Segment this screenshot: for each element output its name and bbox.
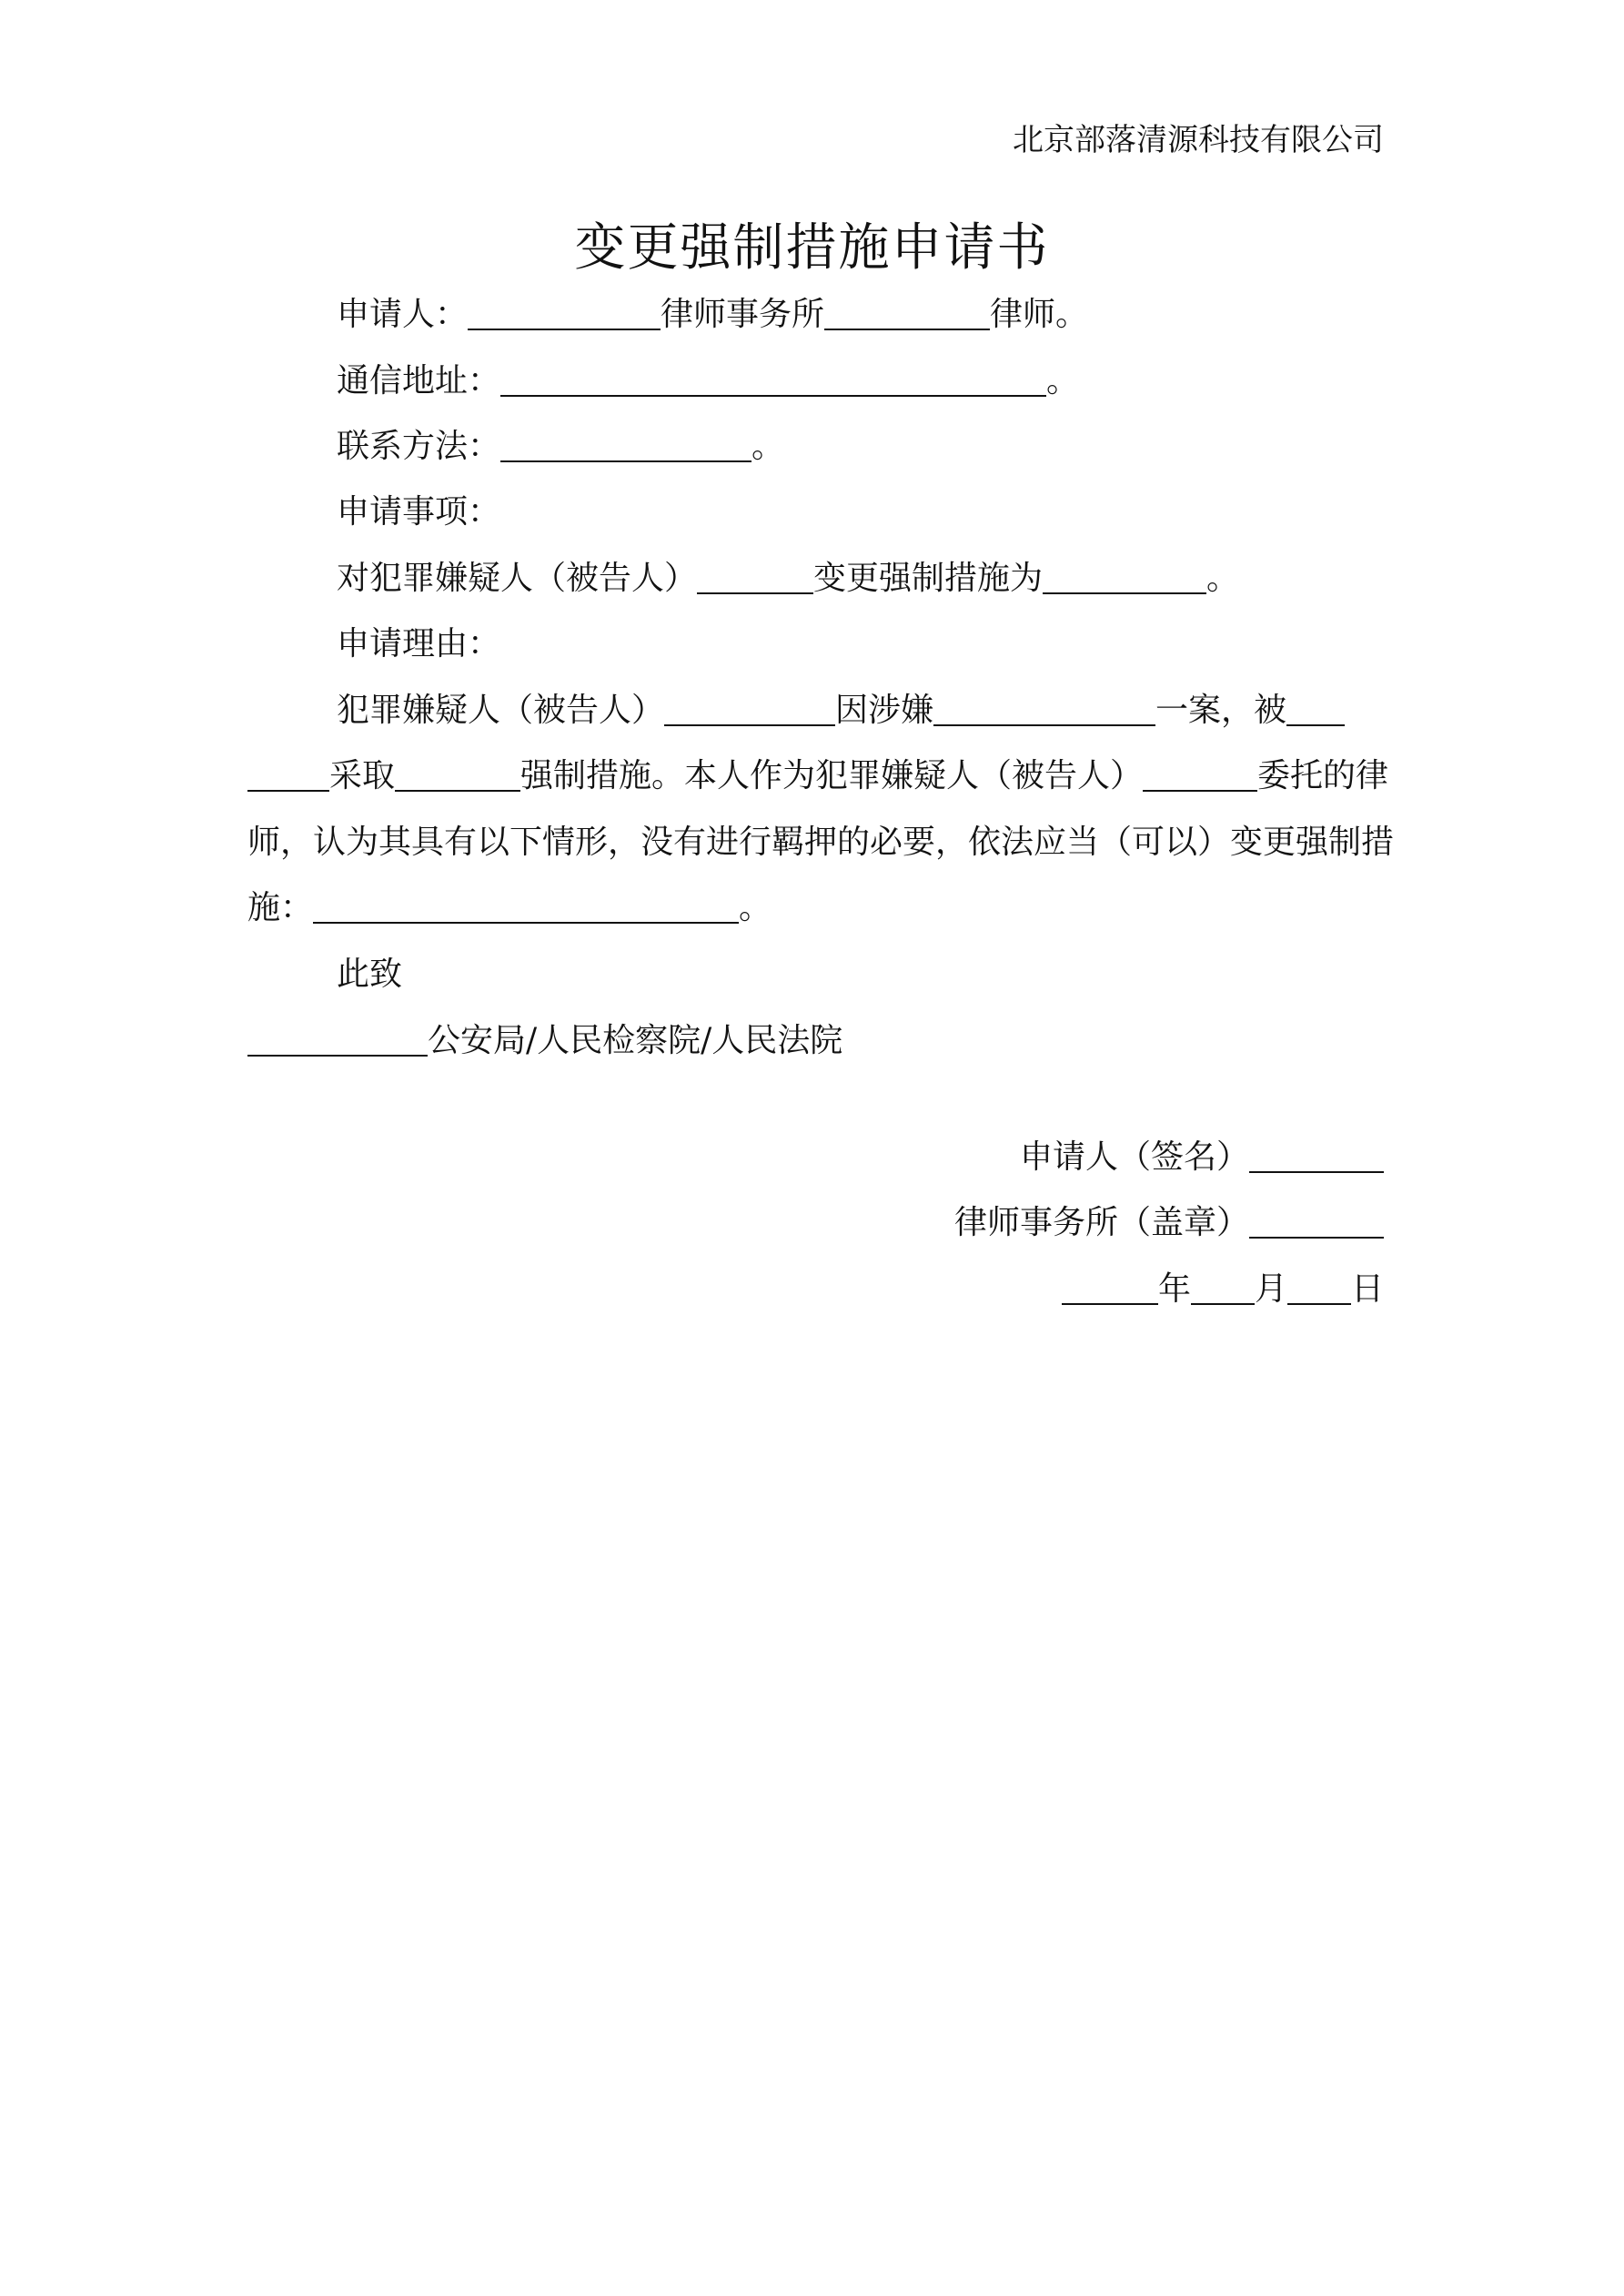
signature-applicant-line	[1020, 1136, 1384, 1179]
reason-text-1b: 因涉嫌	[835, 692, 934, 729]
authority-blank-b[interactable]	[247, 763, 329, 792]
reason-text-4a: 施：	[247, 889, 314, 926]
signature-firm-blank[interactable]	[1249, 1209, 1384, 1239]
applicant-line	[337, 293, 1088, 337]
lawyer-text: 律师。	[990, 296, 1089, 333]
month-blank[interactable]	[1191, 1276, 1255, 1305]
circumstances-blank[interactable]	[313, 895, 739, 924]
signature-applicant-label: 申请人（签名）	[1019, 1138, 1249, 1176]
company-name: 北京部落清源科技有限公司	[1013, 122, 1384, 158]
day-label: 日	[1350, 1270, 1384, 1308]
suspect-blank[interactable]	[664, 697, 835, 726]
day-blank[interactable]	[1287, 1276, 1351, 1305]
reason-line-4	[247, 886, 772, 930]
matter-prefix: 对犯罪嫌疑人（被告人）	[337, 560, 698, 597]
contact-label: 联系方法：	[337, 428, 501, 465]
matters-heading: 申请事项：	[337, 493, 501, 531]
new-measure-blank[interactable]	[1043, 565, 1206, 594]
lawyer-name-blank[interactable]	[824, 301, 990, 330]
measure-blank[interactable]	[395, 763, 520, 792]
applicant-name-blank[interactable]	[468, 301, 661, 330]
reason-text-4end: 。	[739, 889, 772, 926]
applicant-label: 申请人：	[337, 296, 469, 333]
charge-blank[interactable]	[933, 697, 1155, 726]
address-line	[337, 359, 1079, 403]
recipient-blank[interactable]	[247, 1027, 428, 1057]
year-blank[interactable]	[1062, 1276, 1158, 1305]
contact-line	[337, 425, 784, 469]
address-blank[interactable]	[500, 368, 1046, 397]
reason-text-1a: 犯罪嫌疑人（被告人）	[337, 692, 665, 729]
reason-line-1	[337, 689, 1345, 733]
reasons-heading: 申请理由：	[337, 625, 501, 663]
address-label: 通信地址：	[337, 362, 501, 400]
signature-applicant-blank[interactable]	[1249, 1144, 1384, 1173]
reason-line-3: 师，认为其具有以下情形，没有进行羁押的必要，依法应当（可以）变更强制措	[247, 824, 1395, 861]
reason-text-2c: 委托的律	[1257, 757, 1389, 794]
matter-end: 。	[1206, 560, 1240, 597]
month-label: 月	[1254, 1270, 1287, 1308]
date-line	[1062, 1268, 1384, 1311]
suspect-name-blank[interactable]	[697, 565, 813, 594]
address-end: 。	[1046, 362, 1080, 400]
contact-end: 。	[751, 428, 785, 465]
reason-text-1c: 一案，被	[1155, 692, 1287, 729]
reason-line-2	[247, 754, 1388, 798]
signature-firm-label: 律师事务所（盖章）	[953, 1204, 1249, 1241]
recipient-text: 公安局/人民检察院/人民法院	[428, 1022, 843, 1059]
law-firm-text: 律师事务所	[661, 296, 825, 333]
document-title: 变更强制措施申请书	[574, 218, 1050, 278]
signature-firm-line	[954, 1201, 1384, 1245]
reason-text-2a: 采取	[329, 757, 396, 794]
authority-blank-a[interactable]	[1286, 697, 1345, 726]
contact-blank[interactable]	[500, 433, 751, 462]
matter-mid: 变更强制措施为	[813, 560, 1044, 597]
reason-text-2b: 强制措施。本人作为犯罪嫌疑人（被告人）	[520, 757, 1144, 794]
closing: 此致	[337, 956, 403, 993]
year-label: 年	[1157, 1270, 1191, 1308]
recipient-line	[247, 1019, 842, 1063]
matter-line	[337, 557, 1239, 601]
client-blank[interactable]	[1143, 763, 1257, 792]
